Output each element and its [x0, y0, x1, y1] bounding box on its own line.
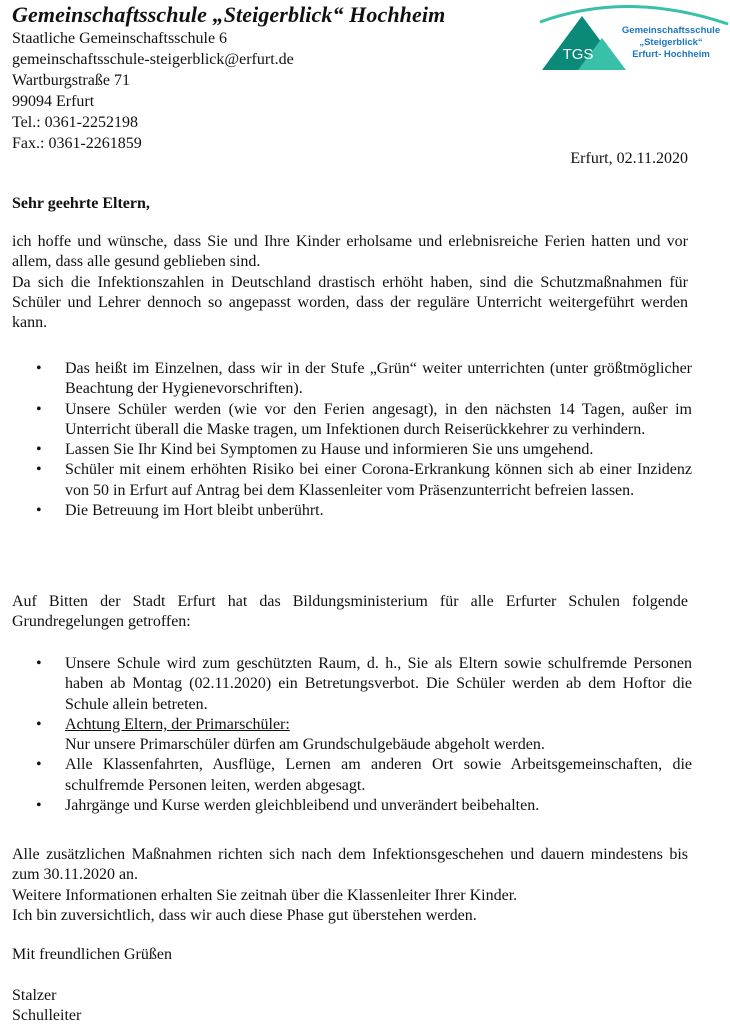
paragraph: Alle zusätzlichen Maßnahmen richten sich nach dem Infektionsgeschehen und dauern mindestens bis zum 30.11.2020 an. — [12, 846, 688, 884]
signer-role: Schulleiter — [12, 1007, 82, 1024]
bullet-icon: • — [36, 441, 42, 459]
rules-list — [12, 654, 692, 816]
school-title: Gemeinschaftsschule „Steigerblick“ Hochheim — [12, 2, 446, 27]
paragraph: Ich bin zuversichtlich, dass wir auch diese Phase gut überstehen werden. — [12, 906, 477, 924]
list-item: • Lassen Sie Ihr Kind bei Symptomen zu Hause und informieren Sie uns umgehend. — [12, 440, 692, 460]
school-logo — [538, 0, 730, 78]
paragraph: Auf Bitten der Stadt Erfurt hat das Bildungsministerium für alle Erfurter Schulen folgende Grundregelungen getroffen: — [12, 593, 688, 631]
logo-line: Erfurt- Hochheim — [632, 49, 710, 60]
sender-address — [12, 28, 294, 154]
logo-abbr: TGS — [562, 46, 594, 63]
list-item: • Achtung Eltern, der Primarschüler: Nur unsere Primarschüler dürfen am Grundschulgebäude abgeholt werden. — [36, 715, 545, 754]
bullet-icon: • — [36, 400, 42, 418]
bullet-icon: • — [36, 715, 42, 733]
sender-line: gemeinschaftsschule-steigerblick@erfurt.de — [12, 51, 294, 68]
list-item: • Schüler mit einem erhöhten Risiko bei einer Corona-Erkrankung können sich ab einer Inzidenz von 50 in Erfurt auf Antrag bei dem Klassenleiter vom Präsenzunterricht befreien lassen. — [36, 461, 692, 499]
letter-date: Erfurt, 02.11.2020 — [570, 150, 688, 167]
sender-line: Fax.: 0361-2261859 — [12, 135, 142, 152]
list-item: • Das heißt im Einzelnen, dass wir in der Stufe „Grün“ weiter unterrichten (unter größtmöglicher Beachtung der Hygienevorschriften). — [36, 360, 692, 398]
list-item: • Alle Klassenfahrten, Ausflüge, Lernen am anderen Ort sowie Arbeitsgemeinschaften, die schulfremde Personen leiten, werden abgesagt. — [36, 756, 692, 794]
bullet-icon: • — [36, 502, 42, 520]
list-item: • Unsere Schule wird zum geschützten Raum, d. h., Sie als Eltern sowie schulfremde Personen haben ab Montag (02.11.2020) ein Betretungsverbot. Die Schüler werden ab dem Hoftor die Schule allein betreten. — [36, 655, 692, 713]
bullet-icon: • — [36, 655, 42, 672]
sender-line: 99094 Erfurt — [12, 93, 95, 110]
bullet-icon: • — [36, 461, 42, 479]
logo-line: „Steigerblick“ — [639, 37, 703, 48]
paragraph: Weitere Informationen erhalten Sie zeitnah über die Klassenleiter Ihrer Kinder. — [12, 886, 518, 904]
paragraph: Da sich die Infektionszahlen in Deutschland drastisch erhöht haben, sind die Schutzmaßnahmen für Schüler und Lehrer dennoch so angepasst worden, dass der reguläre Unterricht weitergeführt werden kann. — [12, 273, 688, 332]
sender-line: Staatliche Gemeinschaftsschule 6 — [12, 30, 228, 47]
list-item: • Unsere Schüler werden (wie vor den Ferien angesagt), in den nächsten 14 Tagen, außer im Unterricht überall die Maske tragen, um Infektionen durch Reiserückkehrer zu verhindern. — [36, 400, 692, 438]
ministry-text — [12, 592, 688, 633]
signer-name: Stalzer — [12, 987, 57, 1004]
sender-line: Wartburgstraße 71 — [12, 72, 130, 89]
greeting: Mit freundlichen Grüßen — [12, 946, 172, 963]
primary-heading: Achtung Eltern, der Primarschüler: — [65, 715, 290, 733]
bullet-icon: • — [36, 797, 42, 815]
logo-line: Gemeinschaftsschule — [621, 25, 721, 36]
bullet-icon: • — [36, 360, 42, 377]
bullet-icon: • — [36, 756, 42, 774]
outro-text — [12, 845, 688, 926]
paragraph: ich hoffe und wünsche, dass Sie und Ihre Kinder erholsame und erlebnisreiche Ferien hatten und vor allem, dass alle gesund geblieben sind. — [12, 233, 688, 271]
sender-line: Tel.: 0361-2252198 — [12, 114, 138, 131]
list-item: • Die Betreuung im Hort bleibt unberührt. — [12, 501, 692, 521]
intro-text — [12, 232, 688, 333]
measures-list — [12, 359, 692, 521]
list-item: • Jahrgänge und Kurse werden gleichbleibend und unverändert beibehalten. — [12, 796, 692, 816]
salutation: Sehr geehrte Eltern, — [12, 195, 150, 212]
